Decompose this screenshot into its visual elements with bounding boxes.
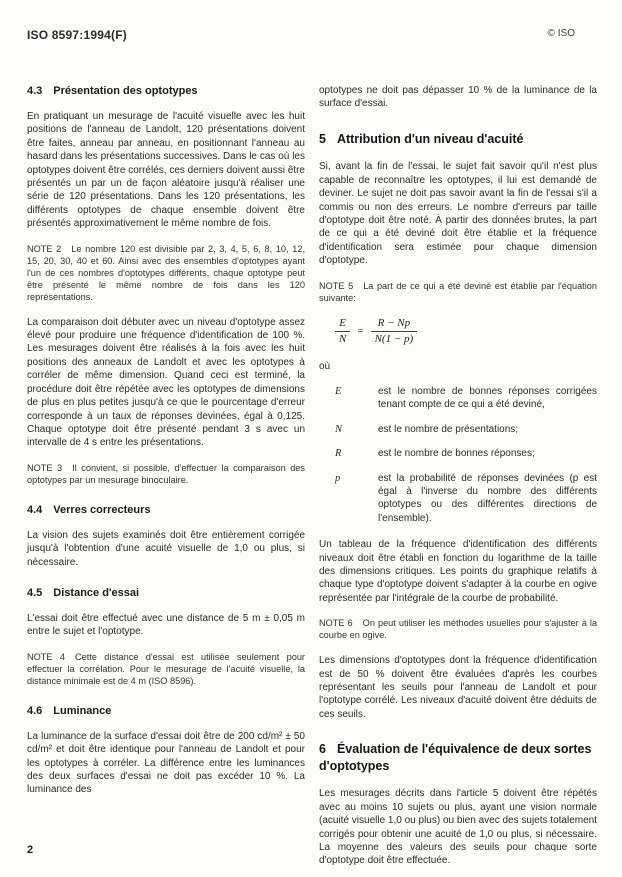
note-block-3 bbox=[27, 462, 305, 486]
heading-title: Verres correcteurs bbox=[53, 503, 151, 516]
heading-number: 5 bbox=[319, 131, 326, 146]
note-label: NOTE 2 bbox=[27, 243, 62, 254]
body-paragraph: Un tableau de la fréquence d'identification des différents niveaux doit être établi en fonction du logarithme de la taille des dimensions critiques. Les points du graphique relatifs à chaque type d'optotype doivent s'adapter à la courbe en ogive représentée par l'intégrale de la courbe de probabilité. bbox=[319, 539, 597, 604]
note-text: On peut utiliser les méthodes usuelles pour s'ajuster à la courbe en ogive. bbox=[319, 618, 597, 641]
page-number: 2 bbox=[27, 844, 34, 856]
definition-text: est le nombre de bonnes réponses corrigées tenant compte de ce qui a été deviné, bbox=[378, 385, 597, 411]
body-paragraph: Les dimensions d'optotypes dont la fréquence d'identification est de 50 % doivent être évaluées d'après les courbes représentant les seuils pour l'anneau de Landolt et pour l'optotype corrélé. Les niveaux d'acuité doivent être déduits de ces seuils. bbox=[319, 655, 597, 720]
note-text: Le nombre 120 est divisible par 2, 3, 4, 5, 6, 8, 10, 12, 15, 20, 30, 40 et 60. Ainsi avec des ensembles d'optotypes ayant l'un de ces nombres d'optotypes différents, chaque optotype peut être présenté le même nombre de fois dans les 120 représentations. bbox=[27, 243, 306, 302]
note-label: NOTE 5 bbox=[319, 280, 354, 291]
body-paragraph: optotypes ne doit pas dépasser 10 % de la luminance de la surface d'essai. bbox=[319, 85, 597, 110]
fraction-denominator: N(1 − p) bbox=[371, 331, 418, 346]
column-left bbox=[27, 84, 305, 877]
section-heading-4-4 bbox=[27, 503, 305, 517]
copyright-label: © ISO bbox=[547, 28, 575, 39]
note-text: Il convient, si possible, d'effectuer la comparaison des optotypes par un mesurage binoculaire. bbox=[27, 462, 306, 485]
section-heading-4-6 bbox=[27, 704, 305, 718]
note-label: NOTE 3 bbox=[27, 462, 63, 473]
page-header bbox=[27, 28, 597, 42]
note-text: Cette distance d'essai est utilisée seulement pour effectuer la corrélation. Pour le mesurage de l'acuité visuelle, la distance minimale est de 4 m (ISO 8596). bbox=[27, 651, 305, 686]
body-paragraph: La luminance de la surface d'essai doit être de 200 cd/m² ± 50 cd/m² et doit être identique pour l'anneau de Landolt et pour les optotypes à corréler. La différence entre les luminances des deux surfaces d'essai ne doit pas excéder 10 %. La luminance des bbox=[27, 730, 305, 796]
heading-number: 4.3 bbox=[27, 85, 43, 97]
fraction-lhs bbox=[335, 317, 350, 346]
body-paragraph: Les mesurages décrits dans l'article 5 doivent être répétés avec au moins 10 sujets ou plus, ayant une vision normale (acuité visuelle 1,0 ou plus) ou bien avec des sujets totalement corrigés pour obtenir une acuité de 1,0 ou plus, si nécessaire. La moyenne des valeurs des seuils pour chaque sorte d'optotype doit être effectuée. bbox=[319, 788, 597, 867]
section-heading-5 bbox=[319, 131, 597, 148]
body-paragraph: En pratiquant un mesurage de l'acuité visuelle avec les huit positions de l'anneau de Landolt, 120 présentations doivent être faites, anneau par anneau, en positionnant l'anneau au hasard dans les présentations successives. Dans le cas où les optotypes doivent être corrélés, ces derniers doivent aussi être présentés un par un de façon aléatoire jusqu'à réaliser une série de 120 présentations. Dans les 120 présentations, les différents optotypes de chaque ensemble doivent être présentés approximativement le même nombre de fois. bbox=[27, 111, 305, 230]
equals-sign: = bbox=[357, 324, 364, 337]
heading-title: Attribution d'un niveau d'acuité bbox=[336, 131, 524, 146]
definition-row bbox=[335, 447, 597, 460]
definition-term: N bbox=[335, 423, 343, 435]
where-label: où bbox=[319, 360, 331, 372]
heading-number: 4.6 bbox=[27, 704, 43, 717]
heading-title: Évaluation de l'équivalence de deux sortes d'optotypes bbox=[319, 742, 592, 773]
section-heading-4-5 bbox=[27, 586, 305, 600]
fraction-rhs bbox=[371, 317, 418, 346]
note-block-5 bbox=[319, 280, 597, 304]
definition-text: est le nombre de présentations; bbox=[378, 423, 519, 435]
column-right bbox=[319, 84, 597, 877]
definition-row bbox=[335, 423, 597, 436]
body-paragraph: L'essai doit être effectué avec une distance de 5 m ± 0,05 m entre le sujet et l'optotype. bbox=[27, 612, 305, 638]
definition-text: est le nombre de bonnes réponses; bbox=[378, 448, 535, 460]
heading-number: 4.4 bbox=[27, 503, 43, 516]
note-label: NOTE 6 bbox=[319, 618, 353, 629]
two-column-body bbox=[27, 84, 597, 877]
section-heading-4-3 bbox=[27, 84, 305, 98]
heading-title: Luminance bbox=[53, 704, 112, 717]
definition-term: E bbox=[335, 385, 342, 397]
body-paragraph: La vision des sujets examinés doit être entièrement corrigée jusqu'à l'obtention d'une acuité visuelle de 1,0 ou plus, si nécessaire. bbox=[27, 529, 305, 568]
doc-number-label: ISO 8597:1994(F) bbox=[27, 28, 127, 42]
body-paragraph: Si, avant la fin de l'essai, le sujet fait savoir qu'il n'est plus capable de reconnaître les optotypes, il lui est demandé de deviner. Le sujet ne doit pas savoir avant la fin de l'essai s'il a commis ou non des erreurs. Le nombre d'erreurs par taille d'optotype doit être noté. À partir des données brutes, la part de ce qui a été deviné doit être établie et la fréquence d'identification sera estimée pour chaque dimension d'optotype. bbox=[319, 161, 597, 267]
heading-title: Distance d'essai bbox=[53, 586, 140, 599]
section-heading-6 bbox=[319, 741, 597, 774]
note-block-4 bbox=[27, 651, 305, 687]
definition-row bbox=[335, 472, 597, 526]
heading-number: 4.5 bbox=[27, 586, 43, 599]
note-text: La part de ce qui a été deviné est établie par l'équation suivante: bbox=[319, 280, 597, 303]
definition-term: p bbox=[335, 472, 341, 484]
definitions-list bbox=[319, 385, 597, 525]
definition-row bbox=[335, 385, 597, 412]
definition-text: est la probabilité de réponses devinées (p est égal à l'inverse du nombre des différents optotypes ou des différentes directions de l'ensemble). bbox=[378, 472, 597, 524]
definition-term: R bbox=[335, 448, 342, 460]
fraction-numerator: E bbox=[339, 316, 347, 329]
fraction-denominator: N bbox=[335, 331, 350, 346]
note-label: NOTE 4 bbox=[27, 651, 65, 662]
heading-number: 6 bbox=[319, 742, 326, 757]
equation bbox=[319, 317, 597, 346]
heading-title: Présentation des optotypes bbox=[53, 85, 198, 97]
note-block-2 bbox=[27, 243, 305, 303]
body-paragraph: La comparaison doit débuter avec un niveau d'optotype assez élevé pour produire une fréquence d'identification de 100 %. Les mesurages doivent être réalisés à la fois avec les huit positions des anneaux de Landolt et avec les optotypes à corréler de même dimension. Quand ceci est terminé, la procédure doit être répétée avec les optotypes de dimensions de plus en plus petites jusqu'à ce que le pourcentage d'erreur corresponde à un taux de réponses devinées, égal à 0,125. Chaque optotype doit être présenté pendant 3 s avec un intervalle de 4 s entre les présentations. bbox=[27, 316, 305, 449]
note-block-6 bbox=[319, 617, 597, 641]
fraction-numerator: R − Np bbox=[377, 316, 411, 329]
